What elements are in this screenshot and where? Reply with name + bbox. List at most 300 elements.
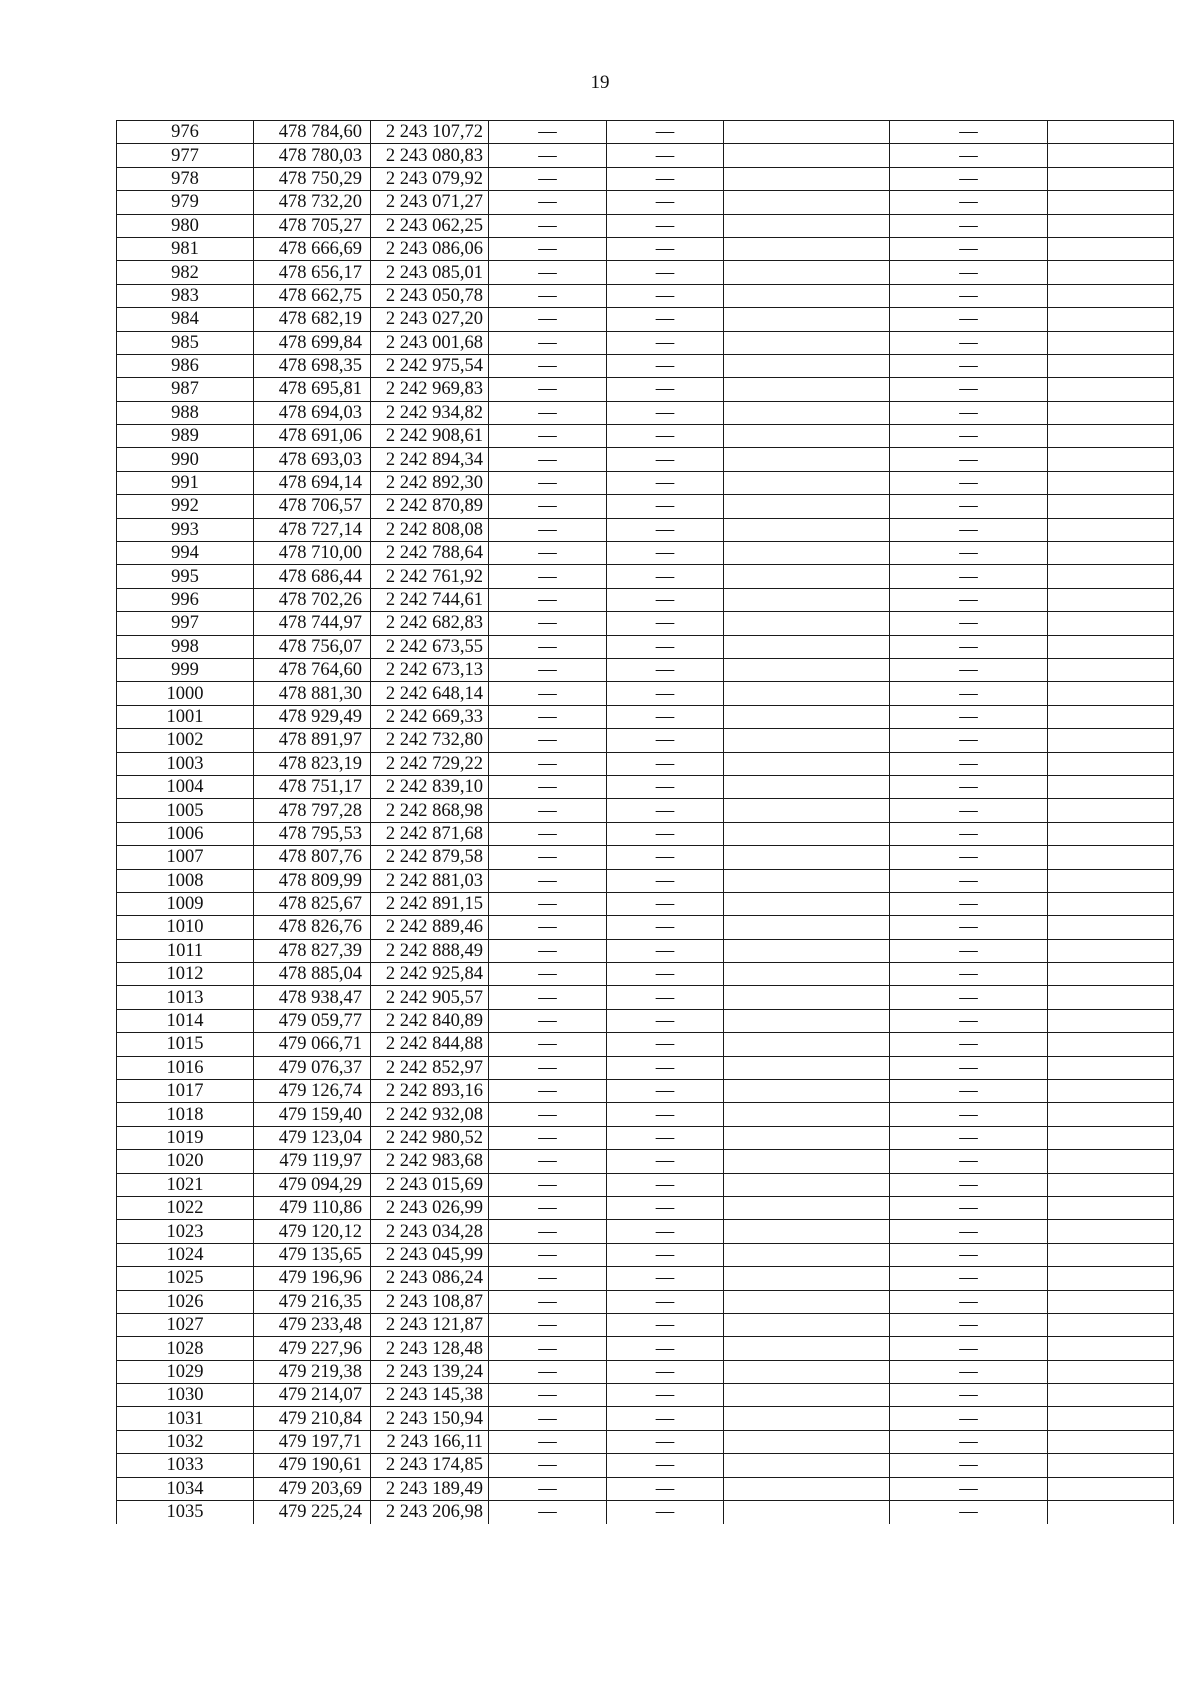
- column-6-cell: [724, 401, 890, 424]
- column-5-cell: —: [607, 1196, 724, 1219]
- column-6-cell: [724, 635, 890, 658]
- column-6-cell: [724, 214, 890, 237]
- column-4-cell: —: [489, 284, 607, 307]
- column-7-cell: —: [890, 261, 1048, 284]
- column-8-cell: [1048, 729, 1174, 752]
- point-number-cell: 1015: [117, 1033, 254, 1056]
- x-coordinate-cell: 479 159,40: [254, 1103, 371, 1126]
- x-coordinate-cell: 479 119,97: [254, 1150, 371, 1173]
- y-coordinate-cell: 2 242 852,97: [371, 1056, 489, 1079]
- y-coordinate-cell: 2 242 980,52: [371, 1126, 489, 1149]
- column-4-cell: —: [489, 214, 607, 237]
- column-6-cell: [724, 869, 890, 892]
- column-5-cell: —: [607, 1103, 724, 1126]
- x-coordinate-cell: 478 744,97: [254, 612, 371, 635]
- point-number-cell: 1031: [117, 1407, 254, 1430]
- column-5-cell: —: [607, 1360, 724, 1383]
- table-row: [117, 354, 1174, 377]
- point-number-cell: 976: [117, 121, 254, 144]
- table-row: [117, 1477, 1174, 1500]
- table-row: [117, 1173, 1174, 1196]
- column-8-cell: [1048, 588, 1174, 611]
- x-coordinate-cell: 479 123,04: [254, 1126, 371, 1149]
- column-5-cell: —: [607, 331, 724, 354]
- point-number-cell: 993: [117, 518, 254, 541]
- column-8-cell: [1048, 191, 1174, 214]
- column-7-cell: —: [890, 495, 1048, 518]
- column-6-cell: [724, 425, 890, 448]
- column-4-cell: —: [489, 1126, 607, 1149]
- point-number-cell: 995: [117, 565, 254, 588]
- column-8-cell: [1048, 1360, 1174, 1383]
- x-coordinate-cell: 478 706,57: [254, 495, 371, 518]
- column-5-cell: —: [607, 144, 724, 167]
- column-7-cell: —: [890, 354, 1048, 377]
- column-4-cell: —: [489, 331, 607, 354]
- table-row: [117, 846, 1174, 869]
- point-number-cell: 1019: [117, 1126, 254, 1149]
- column-8-cell: [1048, 144, 1174, 167]
- y-coordinate-cell: 2 242 788,64: [371, 542, 489, 565]
- x-coordinate-cell: 478 764,60: [254, 658, 371, 681]
- column-6-cell: [724, 1243, 890, 1266]
- column-5-cell: —: [607, 1243, 724, 1266]
- point-number-cell: 977: [117, 144, 254, 167]
- column-6-cell: [724, 892, 890, 915]
- y-coordinate-cell: 2 243 080,83: [371, 144, 489, 167]
- column-6-cell: [724, 963, 890, 986]
- column-7-cell: —: [890, 308, 1048, 331]
- column-8-cell: [1048, 1173, 1174, 1196]
- table-row: [117, 1337, 1174, 1360]
- column-8-cell: [1048, 1501, 1174, 1524]
- table-row: [117, 1103, 1174, 1126]
- column-6-cell: [724, 1290, 890, 1313]
- column-8-cell: [1048, 401, 1174, 424]
- y-coordinate-cell: 2 242 879,58: [371, 846, 489, 869]
- y-coordinate-cell: 2 242 868,98: [371, 799, 489, 822]
- y-coordinate-cell: 2 243 206,98: [371, 1501, 489, 1524]
- column-4-cell: —: [489, 1384, 607, 1407]
- table-row: [117, 1220, 1174, 1243]
- column-5-cell: —: [607, 121, 724, 144]
- column-8-cell: [1048, 1430, 1174, 1453]
- column-7-cell: —: [890, 752, 1048, 775]
- column-6-cell: [724, 1384, 890, 1407]
- table-row: [117, 261, 1174, 284]
- column-5-cell: —: [607, 916, 724, 939]
- column-5-cell: —: [607, 565, 724, 588]
- y-coordinate-cell: 2 242 881,03: [371, 869, 489, 892]
- column-7-cell: —: [890, 612, 1048, 635]
- point-number-cell: 988: [117, 401, 254, 424]
- column-4-cell: —: [489, 1009, 607, 1032]
- column-7-cell: —: [890, 565, 1048, 588]
- point-number-cell: 1013: [117, 986, 254, 1009]
- column-4-cell: —: [489, 121, 607, 144]
- column-6-cell: [724, 1080, 890, 1103]
- x-coordinate-cell: 478 694,03: [254, 401, 371, 424]
- column-6-cell: [724, 448, 890, 471]
- x-coordinate-cell: 478 662,75: [254, 284, 371, 307]
- column-4-cell: —: [489, 191, 607, 214]
- x-coordinate-cell: 478 705,27: [254, 214, 371, 237]
- column-5-cell: —: [607, 1033, 724, 1056]
- y-coordinate-cell: 2 242 744,61: [371, 588, 489, 611]
- column-7-cell: —: [890, 401, 1048, 424]
- page-number: 19: [590, 72, 610, 93]
- column-4-cell: —: [489, 1454, 607, 1477]
- table-row: [117, 1454, 1174, 1477]
- y-coordinate-cell: 2 242 871,68: [371, 822, 489, 845]
- column-7-cell: —: [890, 658, 1048, 681]
- x-coordinate-cell: 479 196,96: [254, 1267, 371, 1290]
- point-number-cell: 987: [117, 378, 254, 401]
- x-coordinate-cell: 478 732,20: [254, 191, 371, 214]
- point-number-cell: 982: [117, 261, 254, 284]
- column-8-cell: [1048, 1220, 1174, 1243]
- column-4-cell: —: [489, 167, 607, 190]
- column-8-cell: [1048, 1080, 1174, 1103]
- column-6-cell: [724, 542, 890, 565]
- table-row: [117, 729, 1174, 752]
- x-coordinate-cell: 478 694,14: [254, 471, 371, 494]
- column-8-cell: [1048, 378, 1174, 401]
- point-number-cell: 1007: [117, 846, 254, 869]
- table-row: [117, 1243, 1174, 1266]
- point-number-cell: 1002: [117, 729, 254, 752]
- column-8-cell: [1048, 1243, 1174, 1266]
- table-row: [117, 1290, 1174, 1313]
- y-coordinate-cell: 2 243 166,11: [371, 1430, 489, 1453]
- column-7-cell: —: [890, 916, 1048, 939]
- column-7-cell: —: [890, 1267, 1048, 1290]
- column-5-cell: —: [607, 1080, 724, 1103]
- column-8-cell: [1048, 542, 1174, 565]
- table-row: [117, 1033, 1174, 1056]
- column-4-cell: —: [489, 542, 607, 565]
- column-4-cell: —: [489, 612, 607, 635]
- table-row: [117, 1009, 1174, 1032]
- column-8-cell: [1048, 518, 1174, 541]
- point-number-cell: 1024: [117, 1243, 254, 1266]
- table-row: [117, 1126, 1174, 1149]
- column-6-cell: [724, 1501, 890, 1524]
- x-coordinate-cell: 478 727,14: [254, 518, 371, 541]
- table-row: [117, 518, 1174, 541]
- column-7-cell: —: [890, 846, 1048, 869]
- column-8-cell: [1048, 1313, 1174, 1336]
- column-6-cell: [724, 1056, 890, 1079]
- point-number-cell: 985: [117, 331, 254, 354]
- point-number-cell: 1006: [117, 822, 254, 845]
- column-6-cell: [724, 191, 890, 214]
- x-coordinate-cell: 479 066,71: [254, 1033, 371, 1056]
- y-coordinate-cell: 2 242 808,08: [371, 518, 489, 541]
- column-6-cell: [724, 588, 890, 611]
- column-7-cell: —: [890, 448, 1048, 471]
- column-6-cell: [724, 752, 890, 775]
- column-4-cell: —: [489, 869, 607, 892]
- column-7-cell: —: [890, 588, 1048, 611]
- table-row: [117, 775, 1174, 798]
- table-row: [117, 1056, 1174, 1079]
- column-4-cell: —: [489, 1243, 607, 1266]
- column-4-cell: —: [489, 401, 607, 424]
- x-coordinate-cell: 478 691,06: [254, 425, 371, 448]
- column-8-cell: [1048, 1477, 1174, 1500]
- point-number-cell: 992: [117, 495, 254, 518]
- table-row: [117, 471, 1174, 494]
- table-row: [117, 963, 1174, 986]
- x-coordinate-cell: 478 784,60: [254, 121, 371, 144]
- column-4-cell: —: [489, 471, 607, 494]
- column-7-cell: —: [890, 518, 1048, 541]
- x-coordinate-cell: 478 807,76: [254, 846, 371, 869]
- column-5-cell: —: [607, 214, 724, 237]
- point-number-cell: 1005: [117, 799, 254, 822]
- table-row: [117, 191, 1174, 214]
- x-coordinate-cell: 479 190,61: [254, 1454, 371, 1477]
- table-row: [117, 612, 1174, 635]
- column-5-cell: —: [607, 658, 724, 681]
- point-number-cell: 1032: [117, 1430, 254, 1453]
- column-5-cell: —: [607, 448, 724, 471]
- point-number-cell: 1011: [117, 939, 254, 962]
- column-5-cell: —: [607, 1150, 724, 1173]
- column-6-cell: [724, 1220, 890, 1243]
- x-coordinate-cell: 478 891,97: [254, 729, 371, 752]
- point-number-cell: 1030: [117, 1384, 254, 1407]
- x-coordinate-cell: 479 094,29: [254, 1173, 371, 1196]
- column-7-cell: —: [890, 331, 1048, 354]
- column-6-cell: [724, 612, 890, 635]
- point-number-cell: 1001: [117, 705, 254, 728]
- column-6-cell: [724, 518, 890, 541]
- point-number-cell: 1021: [117, 1173, 254, 1196]
- column-5-cell: —: [607, 869, 724, 892]
- column-7-cell: —: [890, 121, 1048, 144]
- x-coordinate-cell: 478 666,69: [254, 237, 371, 260]
- column-5-cell: —: [607, 1407, 724, 1430]
- x-coordinate-cell: 479 126,74: [254, 1080, 371, 1103]
- column-8-cell: [1048, 682, 1174, 705]
- column-6-cell: [724, 939, 890, 962]
- column-7-cell: —: [890, 1173, 1048, 1196]
- y-coordinate-cell: 2 242 932,08: [371, 1103, 489, 1126]
- x-coordinate-cell: 478 751,17: [254, 775, 371, 798]
- column-7-cell: —: [890, 1337, 1048, 1360]
- column-4-cell: —: [489, 518, 607, 541]
- column-4-cell: —: [489, 1103, 607, 1126]
- column-4-cell: —: [489, 565, 607, 588]
- y-coordinate-cell: 2 243 085,01: [371, 261, 489, 284]
- column-7-cell: —: [890, 1477, 1048, 1500]
- column-8-cell: [1048, 1056, 1174, 1079]
- column-7-cell: —: [890, 682, 1048, 705]
- point-number-cell: 1004: [117, 775, 254, 798]
- column-5-cell: —: [607, 752, 724, 775]
- column-6-cell: [724, 1360, 890, 1383]
- column-6-cell: [724, 705, 890, 728]
- column-8-cell: [1048, 658, 1174, 681]
- column-4-cell: —: [489, 916, 607, 939]
- column-6-cell: [724, 284, 890, 307]
- column-6-cell: [724, 1033, 890, 1056]
- point-number-cell: 980: [117, 214, 254, 237]
- point-number-cell: 986: [117, 354, 254, 377]
- column-7-cell: —: [890, 892, 1048, 915]
- column-4-cell: —: [489, 963, 607, 986]
- column-4-cell: —: [489, 237, 607, 260]
- column-7-cell: —: [890, 1196, 1048, 1219]
- point-number-cell: 1010: [117, 916, 254, 939]
- column-7-cell: —: [890, 542, 1048, 565]
- y-coordinate-cell: 2 243 062,25: [371, 214, 489, 237]
- y-coordinate-cell: 2 243 139,24: [371, 1360, 489, 1383]
- table-row: [117, 1384, 1174, 1407]
- column-7-cell: —: [890, 1220, 1048, 1243]
- point-number-cell: 979: [117, 191, 254, 214]
- point-number-cell: 984: [117, 308, 254, 331]
- point-number-cell: 996: [117, 588, 254, 611]
- x-coordinate-cell: 478 825,67: [254, 892, 371, 915]
- coordinates-table: [116, 120, 1174, 1524]
- column-8-cell: [1048, 822, 1174, 845]
- column-4-cell: —: [489, 775, 607, 798]
- column-5-cell: —: [607, 822, 724, 845]
- y-coordinate-cell: 2 242 840,89: [371, 1009, 489, 1032]
- y-coordinate-cell: 2 243 015,69: [371, 1173, 489, 1196]
- column-8-cell: [1048, 121, 1174, 144]
- column-8-cell: [1048, 167, 1174, 190]
- column-6-cell: [724, 799, 890, 822]
- column-4-cell: —: [489, 1173, 607, 1196]
- x-coordinate-cell: 478 693,03: [254, 448, 371, 471]
- y-coordinate-cell: 2 242 648,14: [371, 682, 489, 705]
- column-8-cell: [1048, 892, 1174, 915]
- y-coordinate-cell: 2 243 174,85: [371, 1454, 489, 1477]
- column-4-cell: —: [489, 1033, 607, 1056]
- column-7-cell: —: [890, 1454, 1048, 1477]
- point-number-cell: 1000: [117, 682, 254, 705]
- column-8-cell: [1048, 1033, 1174, 1056]
- column-8-cell: [1048, 799, 1174, 822]
- column-8-cell: [1048, 261, 1174, 284]
- y-coordinate-cell: 2 243 107,72: [371, 121, 489, 144]
- x-coordinate-cell: 479 120,12: [254, 1220, 371, 1243]
- table-row: [117, 1407, 1174, 1430]
- column-5-cell: —: [607, 167, 724, 190]
- column-5-cell: —: [607, 378, 724, 401]
- column-4-cell: —: [489, 1360, 607, 1383]
- table-row: [117, 799, 1174, 822]
- column-5-cell: —: [607, 1220, 724, 1243]
- point-number-cell: 990: [117, 448, 254, 471]
- column-7-cell: —: [890, 1080, 1048, 1103]
- column-4-cell: —: [489, 425, 607, 448]
- y-coordinate-cell: 2 243 079,92: [371, 167, 489, 190]
- y-coordinate-cell: 2 243 026,99: [371, 1196, 489, 1219]
- column-6-cell: [724, 658, 890, 681]
- column-4-cell: —: [489, 1220, 607, 1243]
- point-number-cell: 1014: [117, 1009, 254, 1032]
- x-coordinate-cell: 479 219,38: [254, 1360, 371, 1383]
- column-5-cell: —: [607, 284, 724, 307]
- column-6-cell: [724, 916, 890, 939]
- column-7-cell: —: [890, 1501, 1048, 1524]
- point-number-cell: 1028: [117, 1337, 254, 1360]
- column-5-cell: —: [607, 471, 724, 494]
- column-7-cell: —: [890, 822, 1048, 845]
- column-6-cell: [724, 144, 890, 167]
- x-coordinate-cell: 478 795,53: [254, 822, 371, 845]
- column-8-cell: [1048, 1337, 1174, 1360]
- column-8-cell: [1048, 1407, 1174, 1430]
- point-number-cell: 1009: [117, 892, 254, 915]
- point-number-cell: 991: [117, 471, 254, 494]
- column-5-cell: —: [607, 729, 724, 752]
- column-7-cell: —: [890, 284, 1048, 307]
- column-6-cell: [724, 495, 890, 518]
- column-4-cell: —: [489, 846, 607, 869]
- column-5-cell: —: [607, 963, 724, 986]
- column-5-cell: —: [607, 682, 724, 705]
- y-coordinate-cell: 2 242 893,16: [371, 1080, 489, 1103]
- x-coordinate-cell: 479 197,71: [254, 1430, 371, 1453]
- column-5-cell: —: [607, 1477, 724, 1500]
- x-coordinate-cell: 479 214,07: [254, 1384, 371, 1407]
- column-6-cell: [724, 1313, 890, 1336]
- column-6-cell: [724, 682, 890, 705]
- table-row: [117, 214, 1174, 237]
- column-5-cell: —: [607, 1173, 724, 1196]
- point-number-cell: 1008: [117, 869, 254, 892]
- column-6-cell: [724, 1430, 890, 1453]
- table-row: [117, 167, 1174, 190]
- column-8-cell: [1048, 939, 1174, 962]
- table-row: [117, 237, 1174, 260]
- table-row: [117, 425, 1174, 448]
- point-number-cell: 1022: [117, 1196, 254, 1219]
- point-number-cell: 1016: [117, 1056, 254, 1079]
- column-6-cell: [724, 167, 890, 190]
- column-4-cell: —: [489, 682, 607, 705]
- column-6-cell: [724, 121, 890, 144]
- x-coordinate-cell: 479 227,96: [254, 1337, 371, 1360]
- column-8-cell: [1048, 354, 1174, 377]
- x-coordinate-cell: 478 885,04: [254, 963, 371, 986]
- table-row: [117, 495, 1174, 518]
- column-7-cell: —: [890, 1126, 1048, 1149]
- y-coordinate-cell: 2 243 086,06: [371, 237, 489, 260]
- column-4-cell: —: [489, 1150, 607, 1173]
- x-coordinate-cell: 479 225,24: [254, 1501, 371, 1524]
- column-8-cell: [1048, 846, 1174, 869]
- point-number-cell: 1018: [117, 1103, 254, 1126]
- y-coordinate-cell: 2 243 189,49: [371, 1477, 489, 1500]
- column-7-cell: —: [890, 729, 1048, 752]
- y-coordinate-cell: 2 242 908,61: [371, 425, 489, 448]
- y-coordinate-cell: 2 242 673,55: [371, 635, 489, 658]
- column-5-cell: —: [607, 612, 724, 635]
- column-4-cell: —: [489, 892, 607, 915]
- column-5-cell: —: [607, 495, 724, 518]
- column-8-cell: [1048, 1196, 1174, 1219]
- column-5-cell: —: [607, 775, 724, 798]
- x-coordinate-cell: 478 938,47: [254, 986, 371, 1009]
- column-5-cell: —: [607, 1313, 724, 1336]
